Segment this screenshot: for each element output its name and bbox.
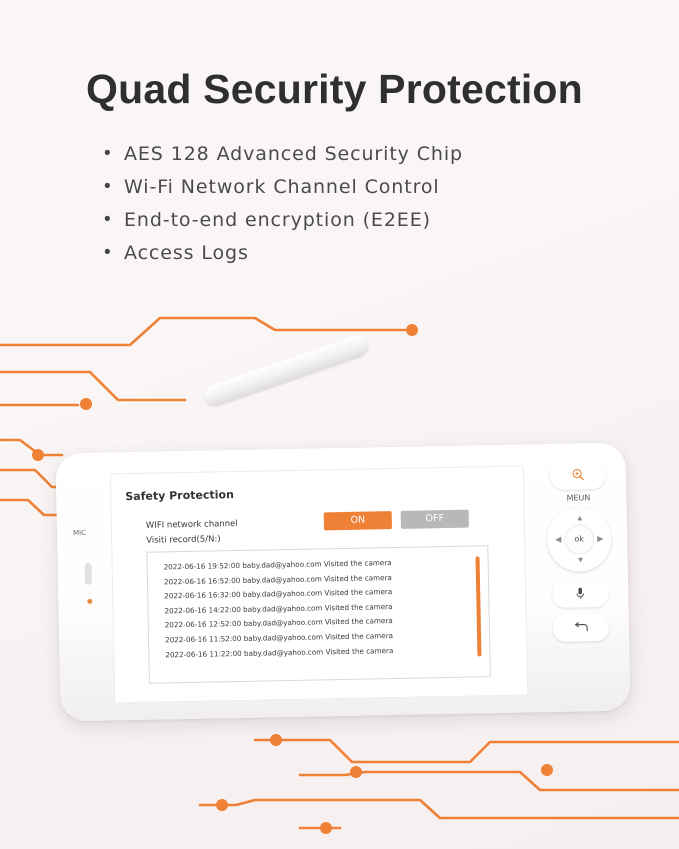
page-title: Quad Security Protection xyxy=(86,66,583,112)
mic-label: MIC xyxy=(72,528,87,538)
list-item-label: Access Logs xyxy=(124,242,249,264)
visit-record-label: Visiti record(5/N:) xyxy=(146,534,221,546)
access-log-list xyxy=(164,555,468,663)
dpad-up-icon[interactable]: ▲ xyxy=(575,513,584,523)
zoom-in-icon xyxy=(571,467,585,481)
bullet-icon: • xyxy=(104,143,111,164)
feature-list xyxy=(104,142,624,274)
menu-label: MEUN xyxy=(566,493,591,503)
zoom-in-button[interactable] xyxy=(550,459,607,490)
dpad-left-icon[interactable]: ◀ xyxy=(555,534,562,544)
list-item-label: AES 128 Advanced Security Chip xyxy=(124,143,464,165)
wifi-toggle-off-button[interactable]: OFF xyxy=(401,510,469,529)
list-item-label: Wi-Fi Network Channel Control xyxy=(124,176,440,198)
bullet-icon: • xyxy=(104,242,111,263)
list-item xyxy=(104,208,624,232)
list-item xyxy=(104,142,624,166)
dpad-down-icon[interactable]: ▼ xyxy=(576,555,585,565)
list-item: 2022-06-16 16:32:00 baby.dad@yahoo.com Visited the camera xyxy=(164,587,393,601)
list-item xyxy=(104,241,624,265)
list-item: 2022-06-16 11:52:00 baby.dad@yahoo.com Visited the camera xyxy=(164,631,394,645)
antenna xyxy=(195,315,383,438)
dpad-right-icon[interactable]: ▶ xyxy=(597,533,604,544)
side-slot xyxy=(85,563,92,585)
monitor-screen xyxy=(110,466,528,704)
mic-button[interactable] xyxy=(552,579,609,608)
scrollbar-thumb[interactable] xyxy=(476,556,482,656)
access-log-panel xyxy=(146,545,490,684)
microphone-icon xyxy=(574,586,586,600)
screen-title: Safety Protection xyxy=(125,488,234,504)
ok-button[interactable]: ok xyxy=(564,524,595,555)
list-item-label: End-to-end encryption (E2EE) xyxy=(124,209,431,231)
list-item: 2022-06-16 11:22:00 baby.dad@yahoo.com Visited the camera xyxy=(165,645,394,659)
monitor-body xyxy=(55,443,630,722)
bullet-icon: • xyxy=(104,209,111,230)
back-arrow-icon xyxy=(573,621,589,633)
wifi-channel-label: WIFI network channel xyxy=(145,519,238,531)
baby-monitor-device xyxy=(40,360,640,760)
list-item: 2022-06-16 12:52:00 baby.dad@yahoo.com Visited the camera xyxy=(164,616,393,630)
control-cluster xyxy=(548,459,615,696)
bullet-icon: • xyxy=(104,176,111,197)
dpad[interactable] xyxy=(547,507,612,572)
back-button[interactable] xyxy=(553,613,610,642)
status-led xyxy=(87,599,92,604)
list-item: 2022-06-16 19:52:00 baby.dad@yahoo.com Visited the camera xyxy=(163,558,392,572)
antenna-bar xyxy=(201,333,370,409)
list-item: 2022-06-16 14:22:00 baby.dad@yahoo.com Visited the camera xyxy=(164,601,393,616)
wifi-toggle-on-button[interactable]: ON xyxy=(324,511,392,530)
list-item: 2022-06-16 16:52:00 baby.dad@yahoo.com Visited the camera xyxy=(163,572,392,587)
list-item xyxy=(104,175,624,199)
